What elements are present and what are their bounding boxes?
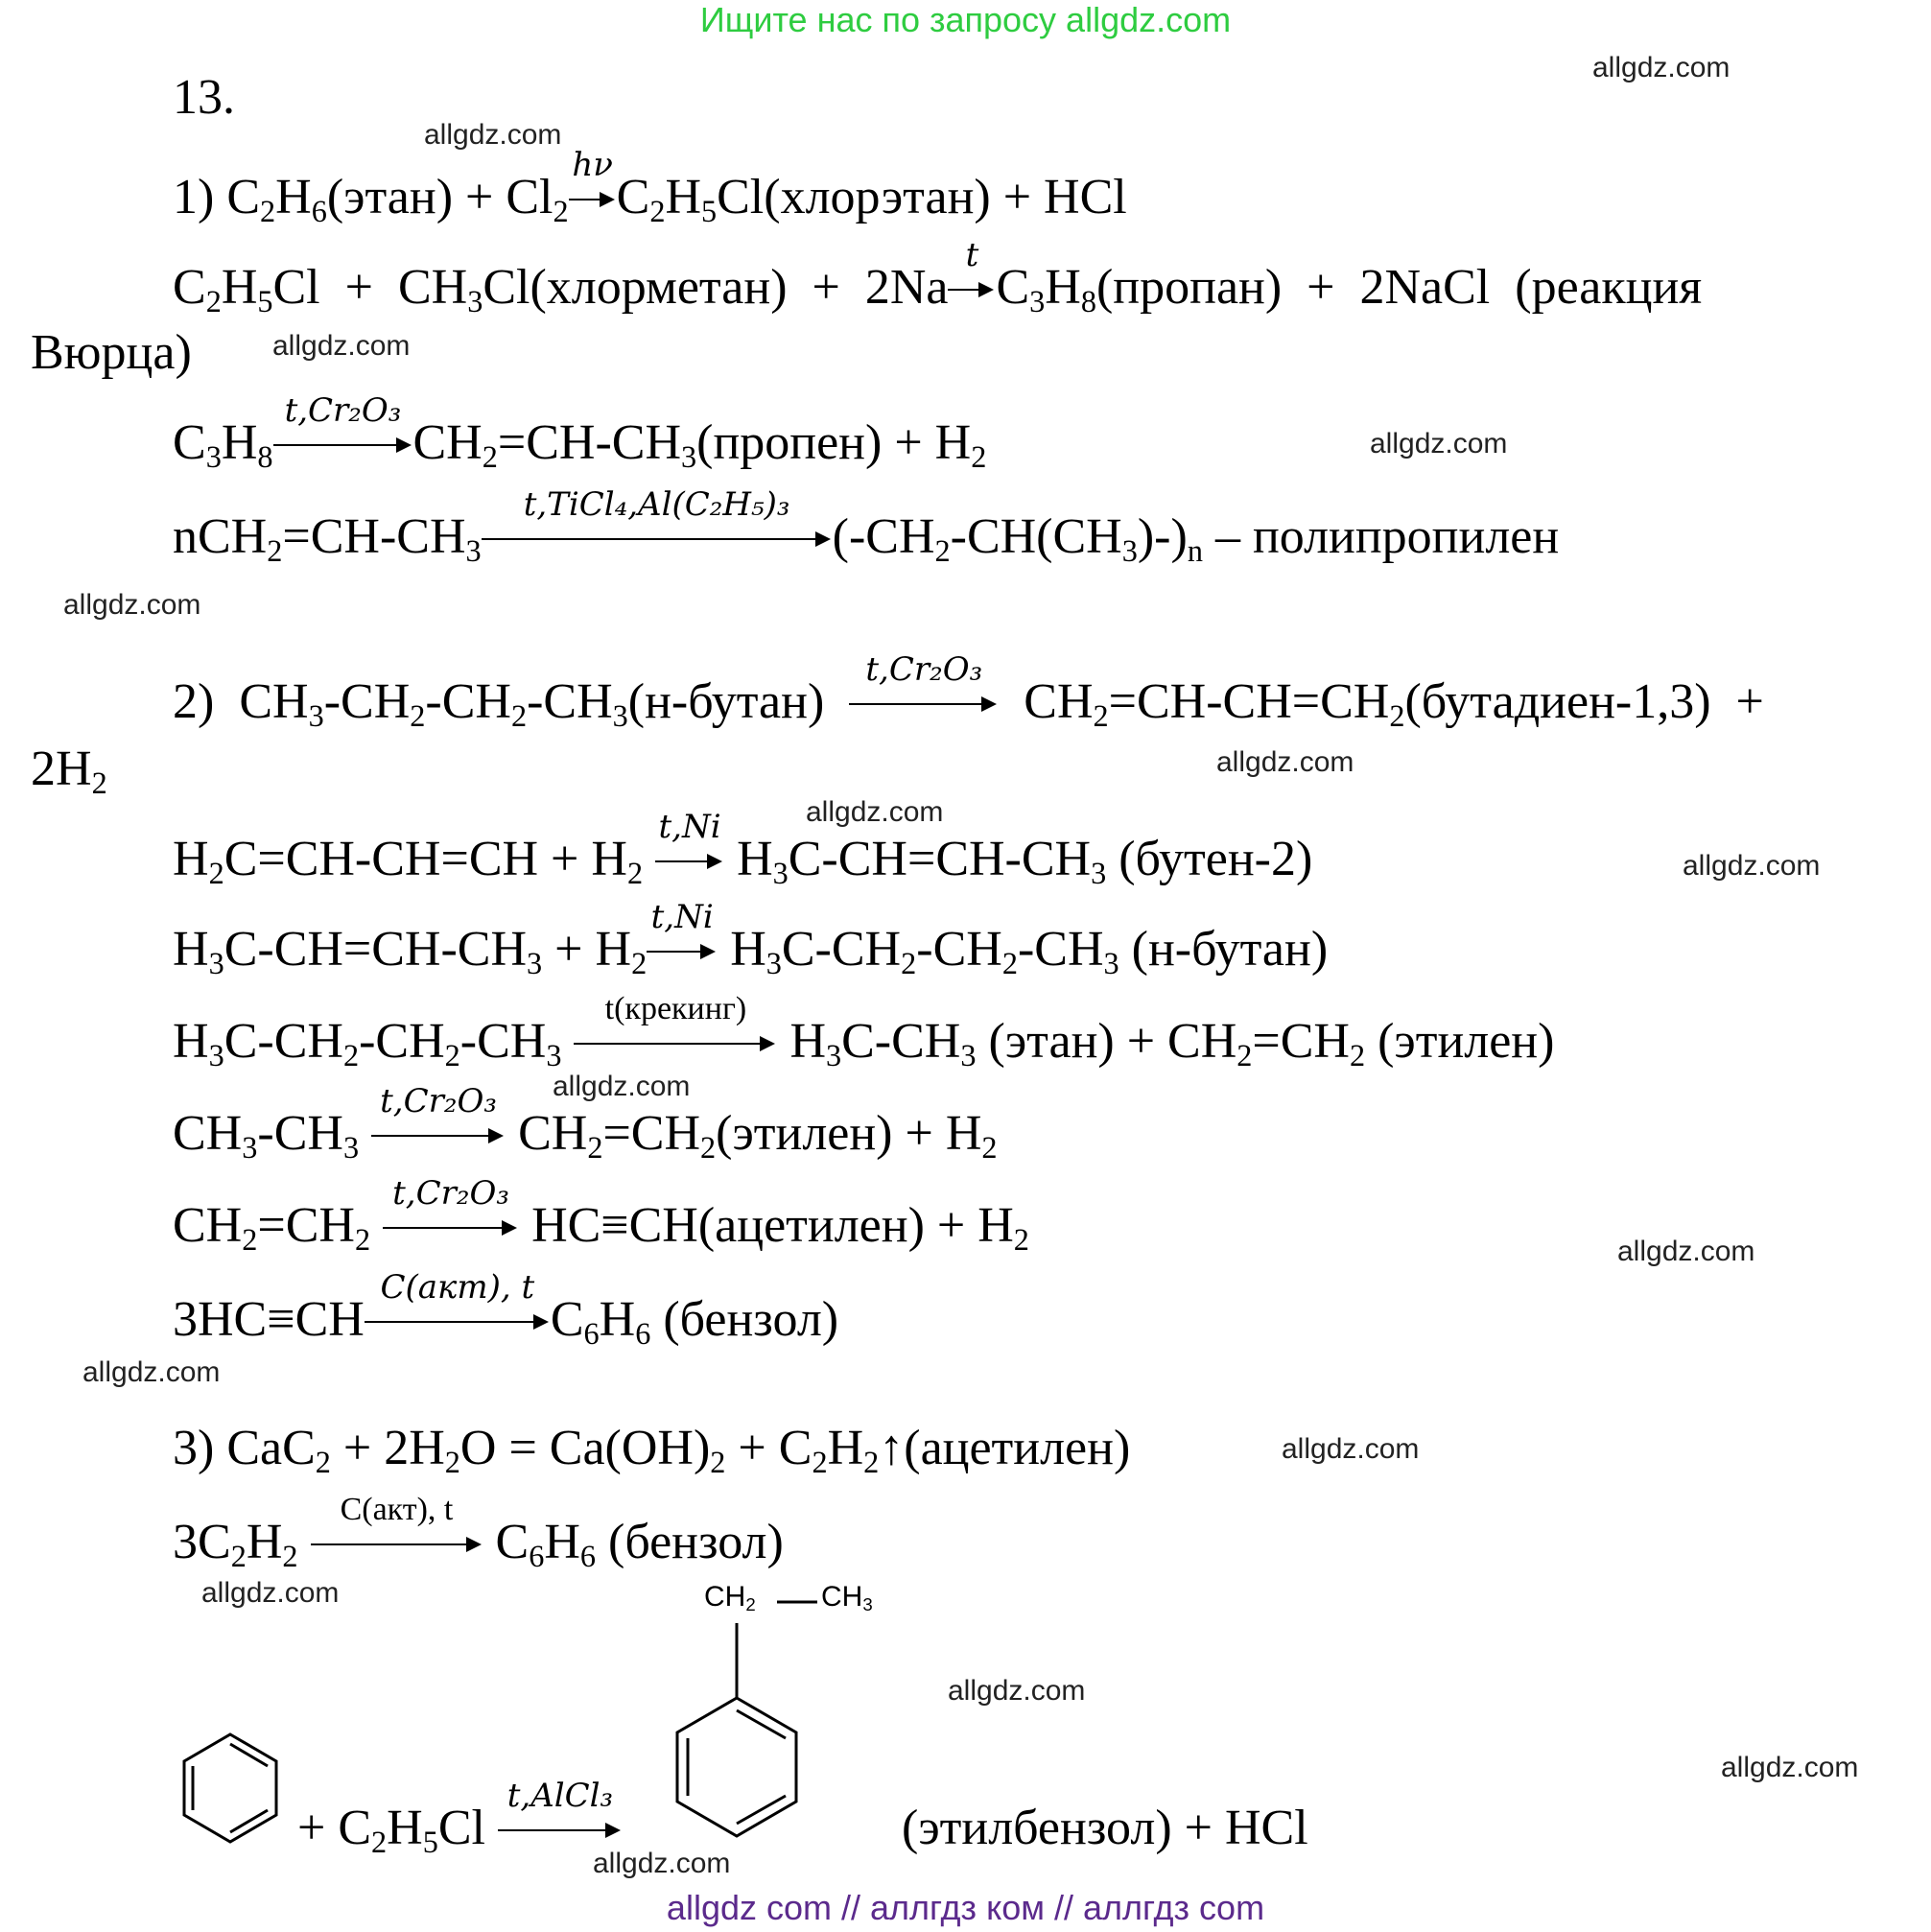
reaction-arrow: [574, 991, 777, 1071]
part1-reaction2-continuation: Вюрца): [31, 325, 192, 380]
task-number: 13.: [173, 70, 235, 125]
arrow-condition: t,Cr₂O₃: [284, 391, 402, 430]
reaction-arrow: [647, 898, 718, 978]
header-watermark: Ищите нас по запросу allgdz.com: [699, 0, 1232, 39]
arrow-condition: t,Ni: [658, 808, 721, 846]
watermark: allgdz.com: [806, 796, 944, 828]
reaction-arrow: [371, 1082, 506, 1163]
watermark: allgdz.com: [272, 330, 411, 362]
watermark: allgdz.com: [948, 1675, 1086, 1707]
arrow-condition: t(крекинг): [604, 991, 747, 1026]
arrow-condition: t,TiCl₄,Al(C₂H₅)₃: [523, 485, 790, 524]
watermark: allgdz.com: [82, 1356, 221, 1388]
arrow-condition: t,Ni: [650, 898, 714, 936]
part2-reaction6: $CH_2=CH_2$ t,Cr₂O₃ HC≡CH(ацетилен) + $H_2$: [173, 1174, 1029, 1258]
part3-reaction3-tail: (этилбензол) + HCl: [902, 1801, 1308, 1855]
watermark: allgdz.com: [1282, 1433, 1420, 1465]
watermark: allgdz.com: [424, 119, 562, 151]
arrow-condition: t,Cr₂O₃: [392, 1174, 509, 1213]
watermark: allgdz.com: [201, 1577, 340, 1609]
arrow-condition: t,Cr₂O₃: [380, 1082, 497, 1120]
part2-reaction2: $H_2C=CH-CH=CH + H_2$ t,Ni $H_3C-CH=CH-CH_3$ (бутен-2): [173, 808, 1313, 891]
reaction-arrow: [273, 391, 413, 472]
watermark: allgdz.com: [553, 1071, 691, 1102]
reaction-arrow: [311, 1492, 483, 1571]
benzene-ring-icon: [173, 1727, 288, 1851]
part2-reaction7: 3HC≡CH C(акт), t $C_6H_6$ (бензол): [173, 1268, 839, 1352]
arrow-condition: t,AlCl₃: [506, 1777, 614, 1815]
reaction-arrow: [655, 808, 724, 888]
watermark: allgdz.com: [1592, 52, 1731, 83]
watermark: allgdz.com: [1216, 746, 1354, 778]
watermark: allgdz.com: [1683, 850, 1821, 882]
watermark: allgdz.com: [1721, 1752, 1859, 1783]
part2-reaction3: $H_3C-CH=CH-CH_3 + H_2$ t,Ni $H_3C-CH_2-CH_2-CH_3$ (н-бутан): [173, 898, 1329, 981]
reaction-arrow: [383, 1174, 519, 1255]
arrow-condition: hν: [572, 146, 613, 184]
ch2-label: $CH_2$: [704, 1581, 756, 1615]
part3-reaction1: 3) $CaC_2 + 2H_2O = Ca(OH)_2$ + $C_2H_2↑(ацетилен)$: [173, 1421, 1131, 1480]
part1-reaction1: 1) $C_2H_6(этан) + Cl_2$ hν $C_2H_5Cl(хлорэтан)$ + HCl: [173, 146, 1127, 229]
arrow-condition: C(акт), t: [380, 1268, 535, 1307]
part1-reaction3: $C_3H_8$ t,Cr₂O₃ $CH_2=CH-CH_3(пропен) + H_2$: [173, 391, 987, 475]
ethylbenzene-structure-icon: [662, 1573, 911, 1851]
ch3-label: $CH_3$: [821, 1581, 873, 1615]
part2-reaction1: 2) $CH_3-CH_2-CH_2-CH_3(н-бутан)$ t,Cr₂O₃ $CH_2=CH-CH=CH_2(бутадиен-1,3)$ +: [173, 650, 1764, 734]
reaction-arrow: [569, 146, 617, 226]
part1-reaction2: $C_2H_5Cl$ + $CH_3Cl(хлорметан) + 2Na$ t $C_3H_8(пропан)$ + 2NaCl (реакция: [173, 236, 1703, 319]
reaction-arrow: [948, 236, 996, 317]
reaction-arrow: [365, 1268, 551, 1349]
watermark: allgdz.com: [1617, 1236, 1755, 1267]
reaction-arrow: [849, 650, 999, 731]
part2-reaction4: $H_3C-CH_2-CH_2-CH_3$ t(крекинг) $H_3C-CH_3$ (этан) + $CH_2=CH_2$ (этилен): [173, 991, 1555, 1073]
part2-reaction5: $CH_3-CH_3$ t,Cr₂O₃ $CH_2=CH_2(этилен) + H_2$: [173, 1082, 998, 1166]
arrow-condition: C(акт), t: [340, 1492, 454, 1527]
part3-reaction3: + $C_2H_5Cl$ t,AlCl₃: [297, 1800, 623, 1857]
arrow-condition: t: [965, 236, 979, 274]
reaction-arrow: [482, 485, 833, 566]
part2-reaction1-continuation: $2H_2$: [31, 742, 107, 801]
footer-watermark: allgdz com // аллгдз ком // аллгдз com: [666, 1888, 1265, 1927]
watermark: allgdz.com: [593, 1848, 731, 1879]
part3-reaction2: $3C_2H_2$ C(акт), t $C_6H_6$ (бензол): [173, 1492, 784, 1574]
arrow-condition: t,Cr₂O₃: [865, 650, 983, 689]
watermark: allgdz.com: [1370, 428, 1508, 459]
part1-reaction4: $nCH_2=CH-CH_3$ t,TiCl₄,Al(C₂H₅)₃ $(-CH_2-CH(CH_3)-)_n$ – полипропилен: [173, 485, 1560, 569]
watermark: allgdz.com: [63, 589, 201, 621]
